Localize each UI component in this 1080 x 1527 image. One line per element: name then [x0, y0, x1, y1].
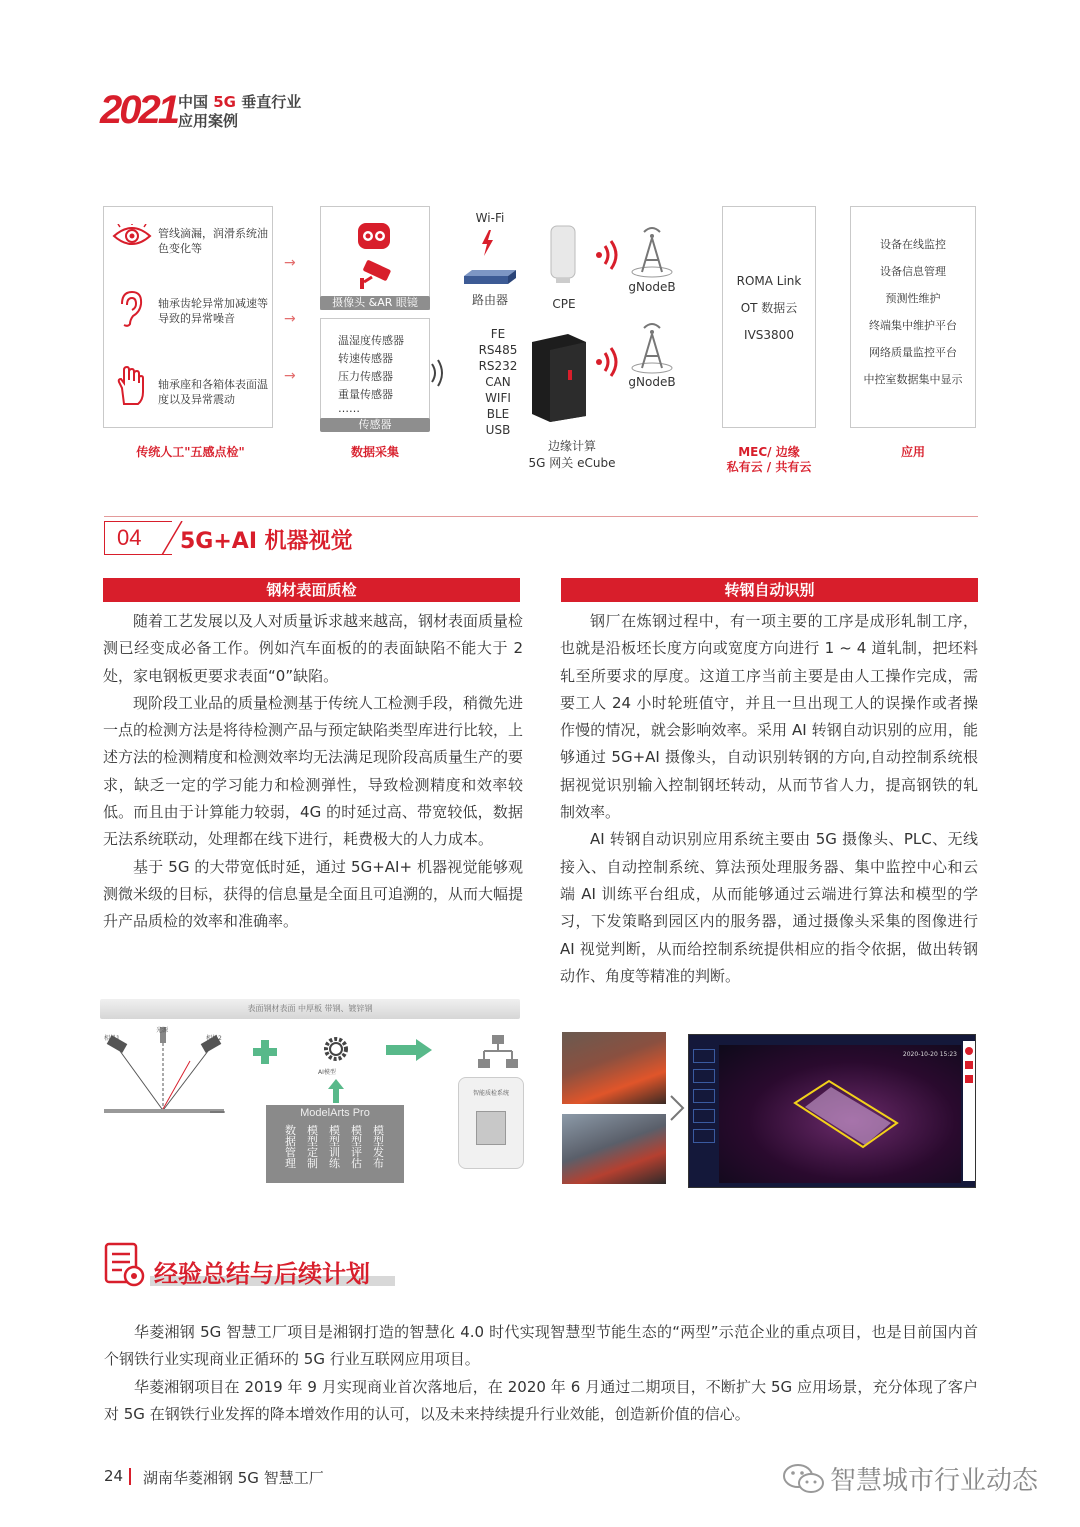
interface-item: FE	[490, 327, 506, 341]
steel-photo-bottom	[562, 1114, 666, 1184]
paragraph: 随着工艺发展以及人对质量诉求越来越高，钢材表面质量检测已经变成必备工作。例如汽车面板的的表面缺陷不能大于 2 处，家电钢板更要求表面“0”缺陷。	[103, 612, 524, 685]
vision-inspection-figure	[100, 995, 525, 1185]
arrow-right: →	[284, 368, 296, 384]
arrow-right: →	[284, 311, 296, 327]
interface-item: WIFI	[485, 391, 511, 405]
summary-body	[104, 1319, 978, 1428]
collect-label: 数据采集	[350, 445, 399, 459]
interface-item: CAN	[485, 375, 511, 389]
paragraph: 现阶段工业品的质量检测基于传统人工检测手段，稍微先进一点的检测方法是将待检测产品与预定缺陷类型库进行比较，上述方法的检测精度和检测效率均无法满足现阶段高质量生产的要求，缺乏一定的学习能力和检测弹性，导致检测精度和效率较低。而且由于计算能力较弱，4G 的时延过高、带宽较低，数据无法系统联动，处理都在线下进行，耗费极大的人力成本。	[103, 693, 524, 849]
timestamp: 2020-10-20 15:23	[902, 1051, 957, 1058]
app-item: 设备在线监控	[880, 238, 946, 251]
sensor-item: ……	[338, 402, 360, 415]
mec-item: ROMA Link	[736, 274, 802, 288]
footer-title: 湖南华菱湘钢 5G 智慧工厂	[143, 1469, 324, 1487]
ear-icon	[118, 290, 144, 328]
chevron-right-icon	[668, 1094, 686, 1122]
model-step: 模型训练	[329, 1124, 340, 1170]
router-icon	[462, 268, 518, 286]
interface-item: BLE	[486, 407, 510, 421]
interface-item: USB	[485, 423, 511, 437]
inspection-system-device	[458, 1077, 524, 1169]
lightning-icon	[480, 230, 494, 256]
senses-label: 传统人工"五感点检"	[136, 445, 245, 459]
monitor-feed	[719, 1045, 961, 1183]
wechat-icon	[782, 1462, 826, 1496]
apps-label: 应用	[900, 445, 925, 459]
monitor-right-panel	[963, 1041, 975, 1181]
paragraph: 钢厂在炼钢过程中，有一项主要的工序是成形轧制工序，也就是沿板坯长度方向或宽度方向进行 1 ~ 4 道轧制，把坯料轧至所要求的厚度。这道工序当前主要是由人工操作完成，需要工人 24 小时轮班值守，并且一旦出现工人的误操作或者操作慢的情况，就会影响效率。采用 AI 转钢自动识别的应用，能够通过 5G+AI 摄像头，自动识别转钢的方向,自动控制系统根据视觉识别输入控制钢坯转动，从而节省人力，提高钢铁的轧制效率。	[560, 612, 978, 822]
wireless-signal-icon	[593, 238, 623, 272]
year-logo: 2021	[100, 88, 177, 132]
interface-item: RS485	[478, 343, 518, 357]
mec-item: OT 数据云	[740, 301, 798, 315]
sensor-tab: 传感器	[320, 418, 430, 432]
footer-divider	[129, 1468, 131, 1485]
paragraph: 基于 5G 的大带宽低时延，通过 5G+AI+ 机器视觉能够观测微米级的目标，获得的信息量是全面且可追溯的，从而大幅提升产品质检的效率和准确率。	[103, 857, 524, 931]
gnodeb-label-top: gNodeB	[628, 280, 676, 294]
mec-label-2: 私有云 / 共有云	[726, 460, 812, 474]
page-number: 24	[104, 1467, 124, 1485]
sense-hand-text: 轴承座和各箱体表面温度以及异常震动	[158, 378, 268, 406]
model-step: 模型定制	[307, 1124, 318, 1170]
ai-model-label: AI模型	[318, 1069, 336, 1076]
model-step: 模型发布	[373, 1124, 384, 1170]
ar-glasses-icon	[357, 222, 391, 250]
eye-icon	[112, 224, 152, 248]
monitor-screenshot	[688, 1034, 976, 1188]
interface-item: RS232	[478, 359, 518, 373]
model-step: 模型评估	[351, 1124, 362, 1170]
right-column-header: 转钢自动识别	[561, 578, 978, 602]
watermark-text: 智慧城市行业动态	[830, 1466, 1039, 1496]
mec-box	[722, 206, 816, 428]
edge-label-1: 边缘计算	[547, 439, 596, 453]
right-column-body	[560, 608, 978, 990]
app-item: 设备信息管理	[880, 265, 946, 278]
paragraph: AI 转钢自动识别应用系统主要由 5G 摄像头、PLC、无线接入、自动控制系统、算法预处理服务器、集中监控中心和云端 AI 训练平台组成，从而能够通过云端进行算法和模型的学习，下发策略到园区内的服务器，通过摄像头采集的图像进行 AI 视觉判断，从而给控制系统提供相应的指令依据，做出转钢动作、角度等精准的判断。	[560, 830, 978, 985]
arrow-up-icon	[328, 1079, 344, 1103]
app-item: 预测性维护	[885, 292, 941, 305]
modelarts-title: ModelArts Pro	[300, 1107, 370, 1119]
sidebar-button	[693, 1109, 715, 1123]
sensor-item: 压力传感器	[338, 370, 393, 383]
header-title-line1: 中国 5G 垂直行业	[178, 93, 302, 111]
arrow-right-icon	[386, 1039, 434, 1061]
sensor-item: 重量传感器	[338, 388, 393, 401]
monitor-sidebar	[693, 1049, 715, 1179]
app-item: 中控室数据集中显示	[863, 373, 963, 386]
checklist-icon	[104, 1242, 146, 1288]
gear-icon	[322, 1035, 350, 1063]
logo-dot	[965, 1047, 973, 1055]
signal-icon	[428, 358, 448, 388]
edge-label-2: 5G 网关 eCube	[528, 456, 616, 470]
detection-box	[791, 1079, 901, 1149]
app-item: 网络质量监控平台	[869, 346, 957, 359]
paragraph: 华菱湘钢 5G 智慧工厂项目是湘钢打造的智慧化 4.0 时代实现智慧型节能生态的“两型”示范企业的重点项目，也是目前国内首个钢铁行业实现商业正循环的 5G 行业互联网应用项目。	[104, 1323, 978, 1369]
sidebar-button	[693, 1089, 715, 1103]
paragraph: 华菱湘钢项目在 2019 年 9 月实现商业首次落地后，在 2020 年 6 月通过二期项目，不断扩大 5G 应用场景，充分体现了客户对 5G 在钢铁行业发挥的降本增效作用的认可，以及未来持续提升行业效能，创造新价值的信心。	[104, 1377, 978, 1423]
camera2-label: 相机2	[206, 1035, 222, 1042]
model-step: 数据管理	[285, 1124, 296, 1170]
sidebar-button	[693, 1069, 715, 1083]
cpe-device-icon	[548, 222, 578, 284]
sidebar-button	[693, 1049, 715, 1063]
cpe-label: CPE	[552, 297, 576, 311]
summary-title: 经验总结与后续计划	[154, 1260, 370, 1288]
sensor-item: 转速传感器	[338, 352, 393, 365]
section-number: 04	[104, 521, 172, 555]
arrow-right: →	[284, 255, 296, 271]
header-title-line2: 应用案例	[178, 112, 239, 130]
architecture-diagram	[0, 0, 1080, 480]
sense-ear-text: 轴承齿轮异常加减速等导致的异常噪音	[158, 297, 268, 325]
mec-label-1: MEC/ 边缘	[738, 445, 800, 459]
tower-icon	[630, 226, 674, 278]
wifi-label: Wi-Fi	[475, 211, 505, 225]
hierarchy-icon	[478, 1035, 518, 1069]
figure-banner: 表面钢材表面 中厚板 带钢、镀锌钢	[100, 999, 520, 1019]
section-divider	[104, 516, 978, 517]
tower-icon	[630, 322, 674, 374]
sensor-item: 温湿度传感器	[338, 334, 404, 347]
panel-icon	[965, 1075, 973, 1083]
wireless-signal-icon	[593, 345, 623, 379]
camera-optics-diagram	[100, 1021, 260, 1121]
gnodeb-label-bottom: gNodeB	[628, 375, 676, 389]
sense-eye-text: 管线滴漏，润滑系统油色变化等	[158, 227, 268, 255]
camera1-label: 相机1	[104, 1035, 120, 1042]
mec-item: IVS3800	[744, 328, 794, 342]
light-label: 光源	[156, 1027, 169, 1034]
router-label: 路由器	[471, 293, 508, 307]
left-column-body	[103, 608, 523, 936]
system-screen	[476, 1111, 506, 1145]
sidebar-button	[693, 1129, 715, 1143]
panel-icon	[965, 1061, 973, 1069]
camera-icon	[358, 260, 394, 290]
system-title: 智能质检系统	[472, 1090, 509, 1097]
camera-tab: 摄像头 &AR 眼镜	[320, 296, 430, 310]
left-column-header: 钢材表面质检	[103, 578, 520, 602]
steel-photo-top	[562, 1032, 666, 1104]
plus-icon	[252, 1039, 278, 1065]
hand-icon	[116, 366, 146, 406]
section-title: 5G+AI 机器视觉	[180, 529, 353, 554]
gateway-device-icon	[528, 332, 590, 422]
app-item: 终端集中维护平台	[869, 319, 957, 332]
